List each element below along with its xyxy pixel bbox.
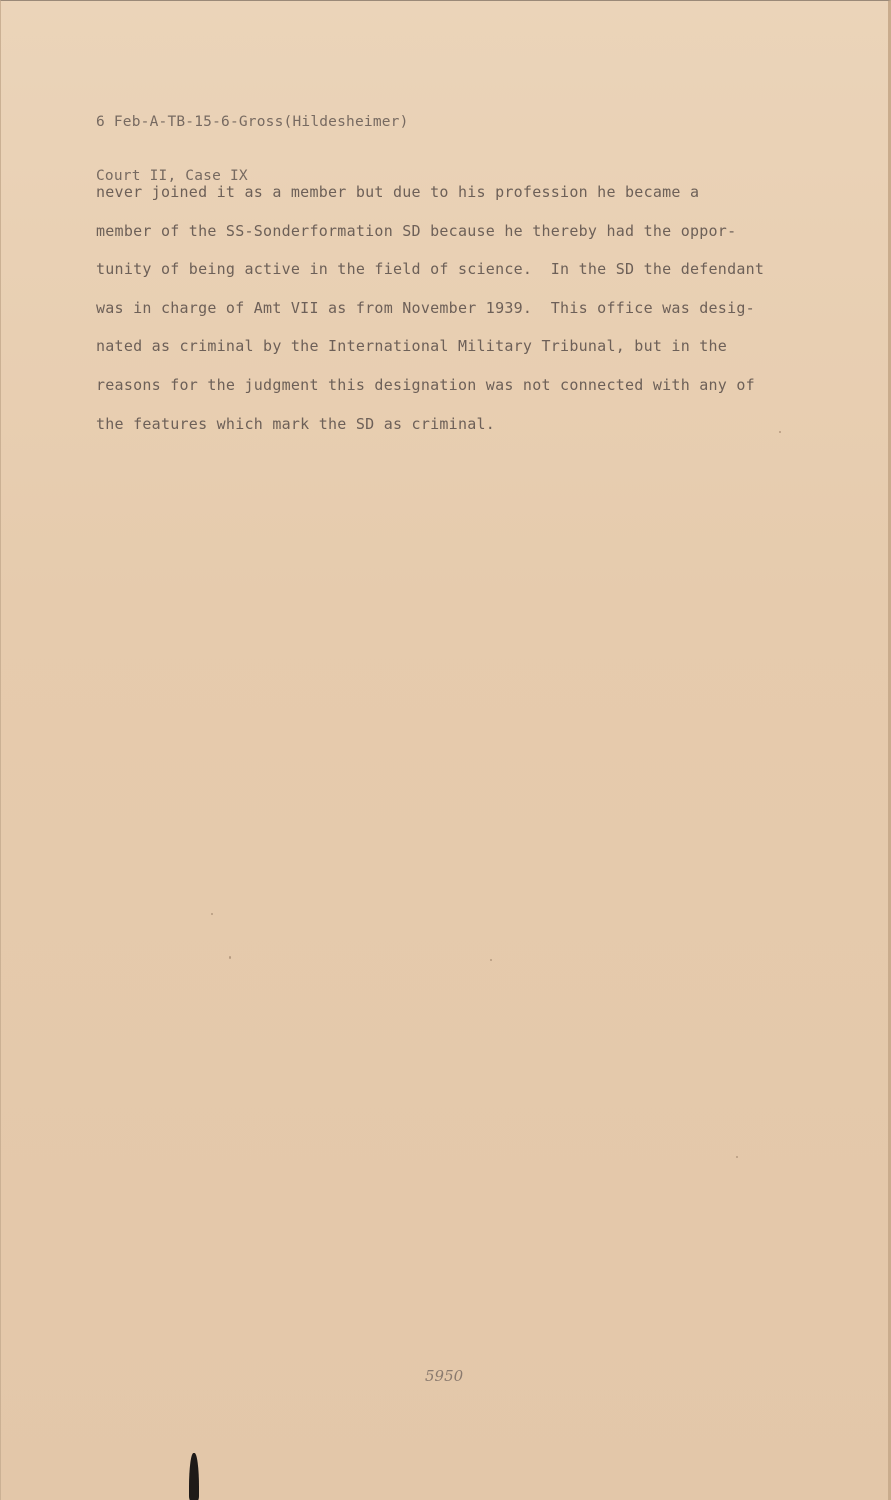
body-line: reasons for the judgment this designation was not connected with any of [96, 375, 755, 394]
paper-speck [229, 956, 231, 959]
paper-speck [779, 431, 781, 433]
body-line: never joined it as a member but due to his profession he became a [96, 183, 700, 201]
paper-speck [736, 1156, 738, 1158]
body-line: tunity of being active in the field of science. In the SD the defendant [96, 260, 765, 279]
paper-speck [211, 913, 213, 915]
page-number: 5950 [425, 1367, 464, 1385]
body-line: was in charge of Amt VII as from November 1939. This office was desig- [96, 298, 755, 317]
header-court-line: Court II, Case IX [96, 168, 248, 184]
body-line: nated as criminal by the International Military Tribunal, but in the [96, 337, 728, 356]
header-reference-line: 6 Feb-A-TB-15-6-Gross(Hildesheimer) [96, 114, 409, 130]
paper-speck [490, 959, 492, 961]
body-line: member of the SS-Sonderformation SD because he thereby had the oppor- [96, 221, 737, 240]
body-paragraph [96, 173, 796, 443]
body-line: the features which mark the SD as criminal. [96, 414, 496, 433]
ink-smudge-mark [189, 1453, 199, 1500]
